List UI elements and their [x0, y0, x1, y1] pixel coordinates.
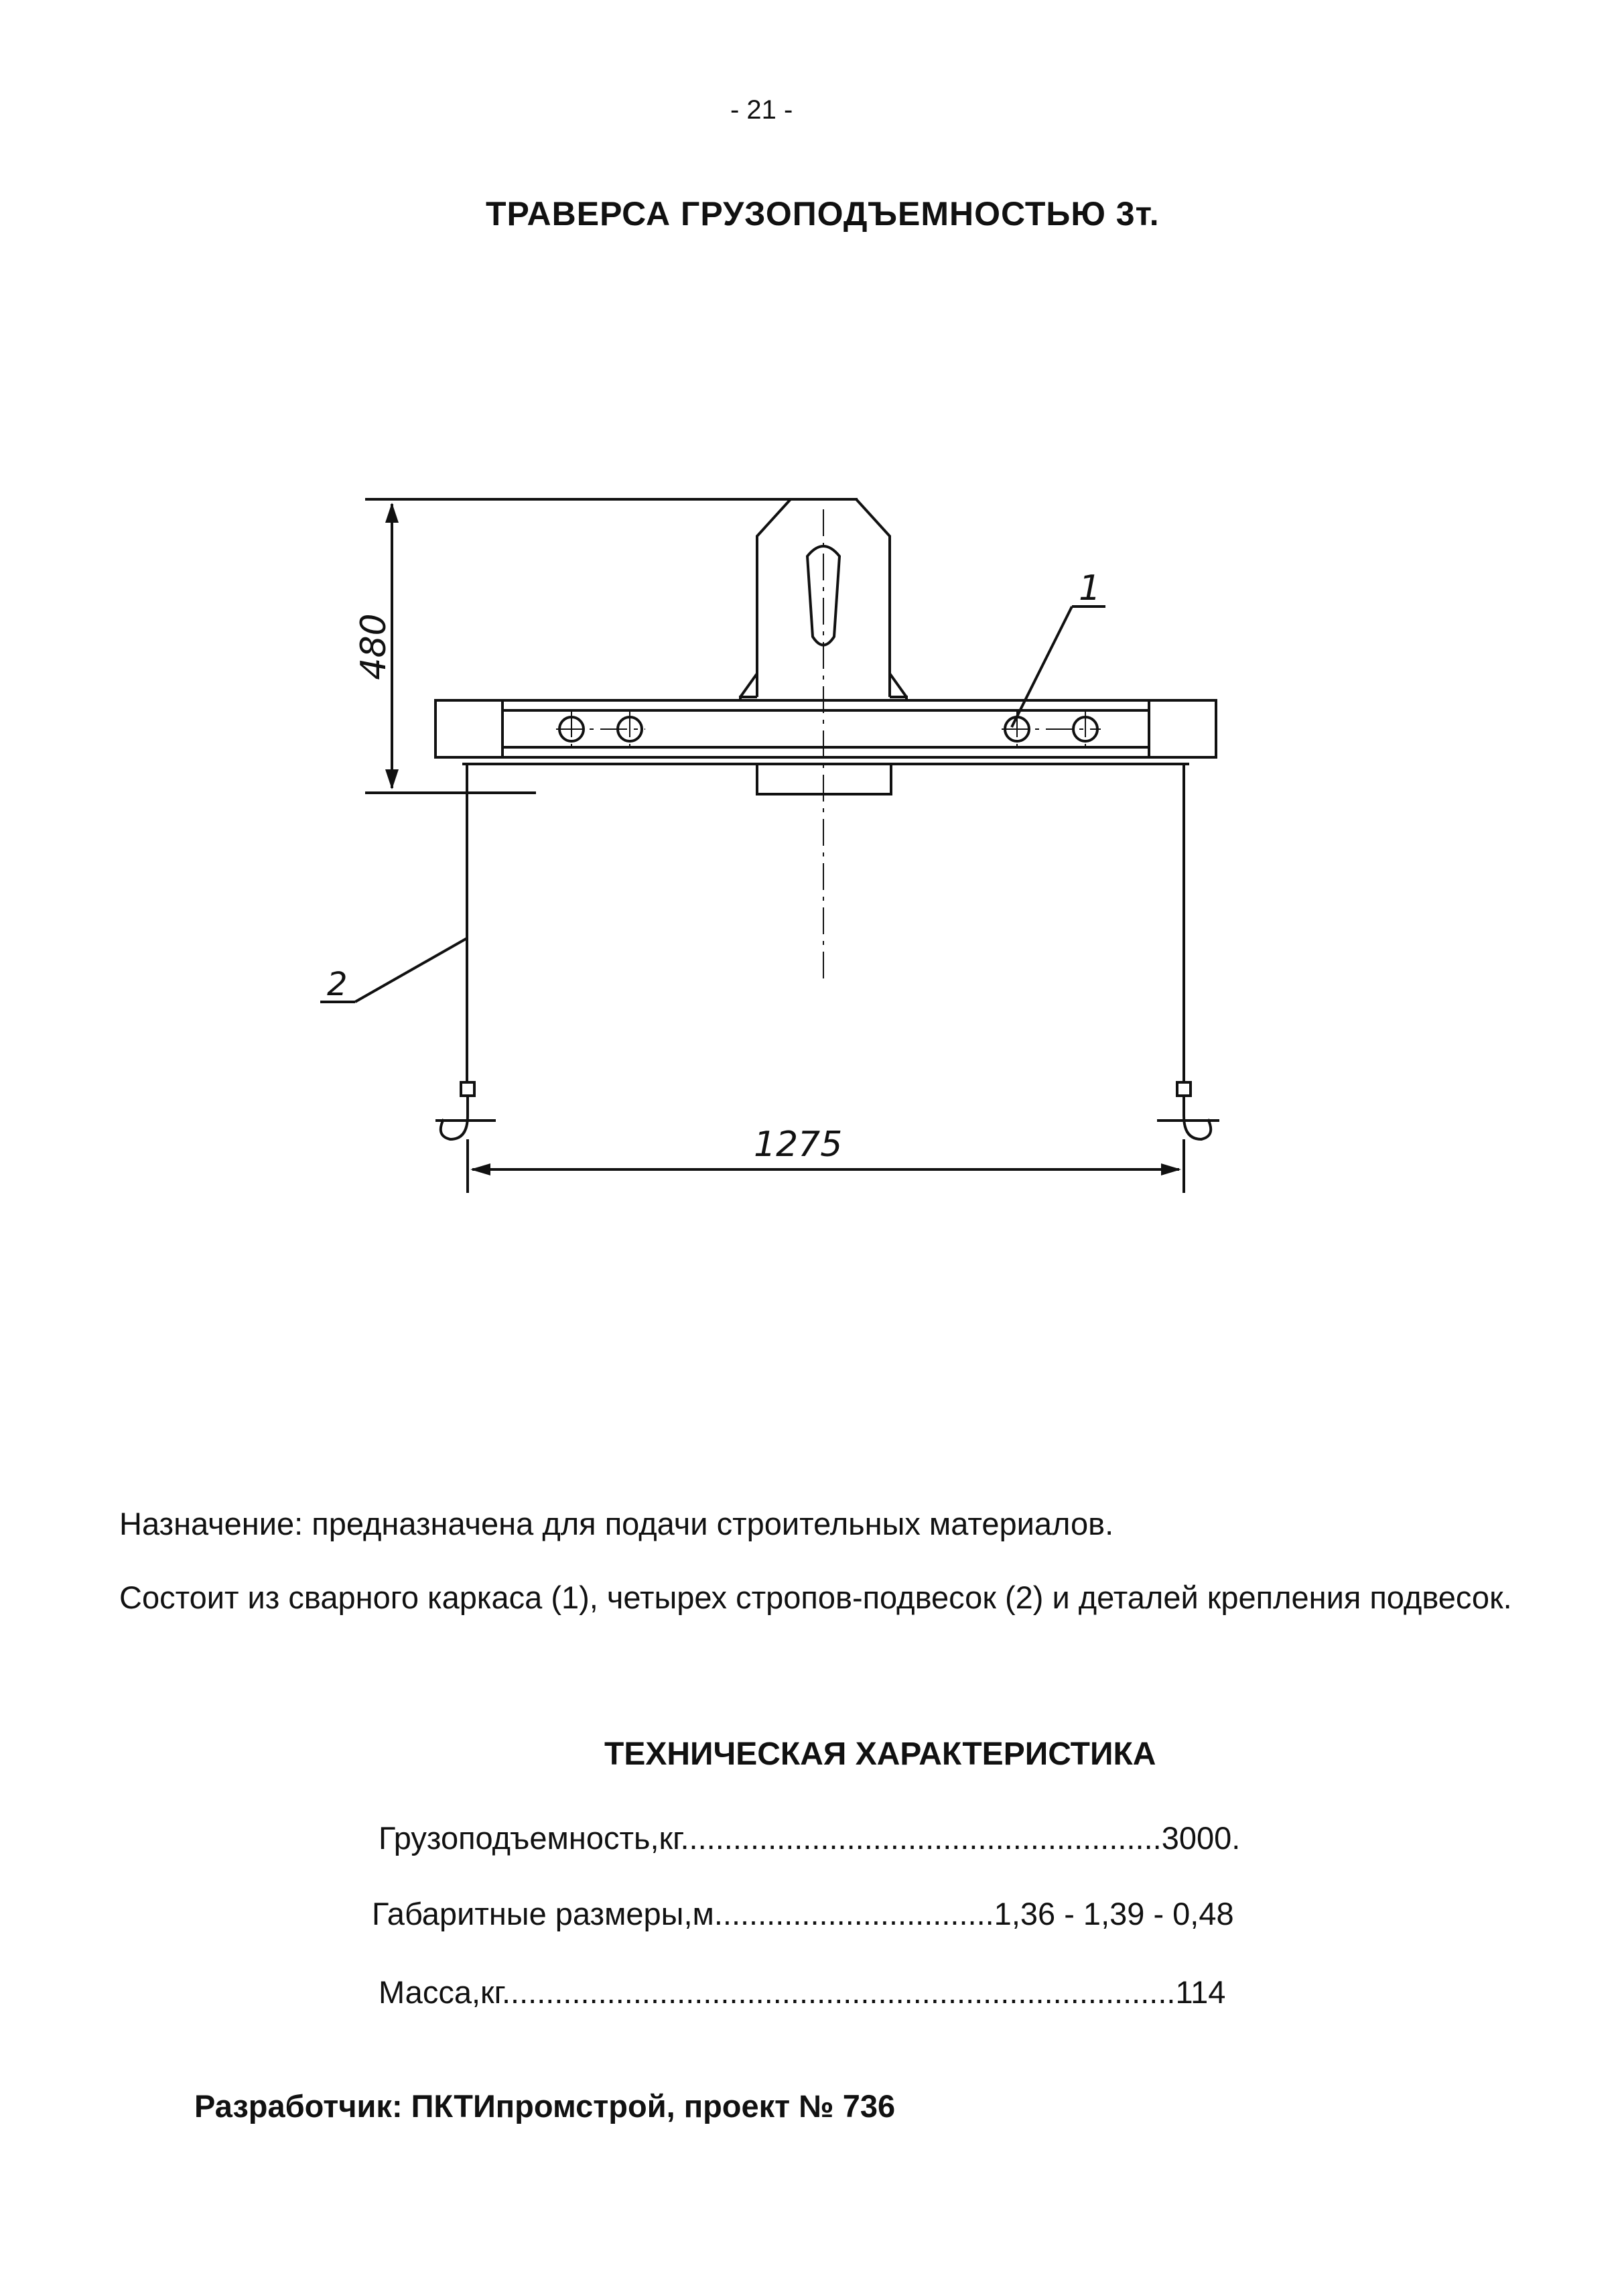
- composition-paragraph: Состоит из сварного каркаса (1), четырех стропов-подвесок (2) и деталей крепления подвесок.: [119, 1580, 1512, 1615]
- spec-heading: ТЕХНИЧЕСКАЯ ХАРАКТЕРИСТИКА: [604, 1736, 1156, 1772]
- developer-line: Разработчик: ПКТИпромстрой, проект № 736: [194, 2088, 896, 2124]
- leader-2: [355, 938, 467, 1002]
- spec-row-capacity: Грузоподъемность,кг.......................................................3000.: [379, 1820, 1241, 1856]
- page-number: - 21 -: [730, 95, 793, 125]
- beam-end-left: [435, 700, 502, 757]
- hook-right: [1157, 1082, 1219, 1139]
- spec-row-mass: Масса,кг.............................................................................114: [379, 1974, 1226, 2010]
- hook-left: [435, 1082, 496, 1139]
- purpose-paragraph: Назначение: предназначена для подачи строительных материалов.: [119, 1506, 1114, 1541]
- dim-width-label: 1275: [754, 1125, 843, 1165]
- callout-1-label: 1: [1079, 568, 1101, 609]
- beam-end-right: [1149, 700, 1216, 757]
- page-title: ТРАВЕРСА ГРУЗОПОДЪЕМНОСТЬЮ 3т.: [486, 195, 1160, 233]
- dim-height-label: 480: [354, 613, 394, 680]
- callout-2-label: 2: [327, 966, 348, 1003]
- spec-row-dimensions: Габаритные размеры,м................................1,36 - 1,39 - 0,48: [372, 1896, 1234, 1931]
